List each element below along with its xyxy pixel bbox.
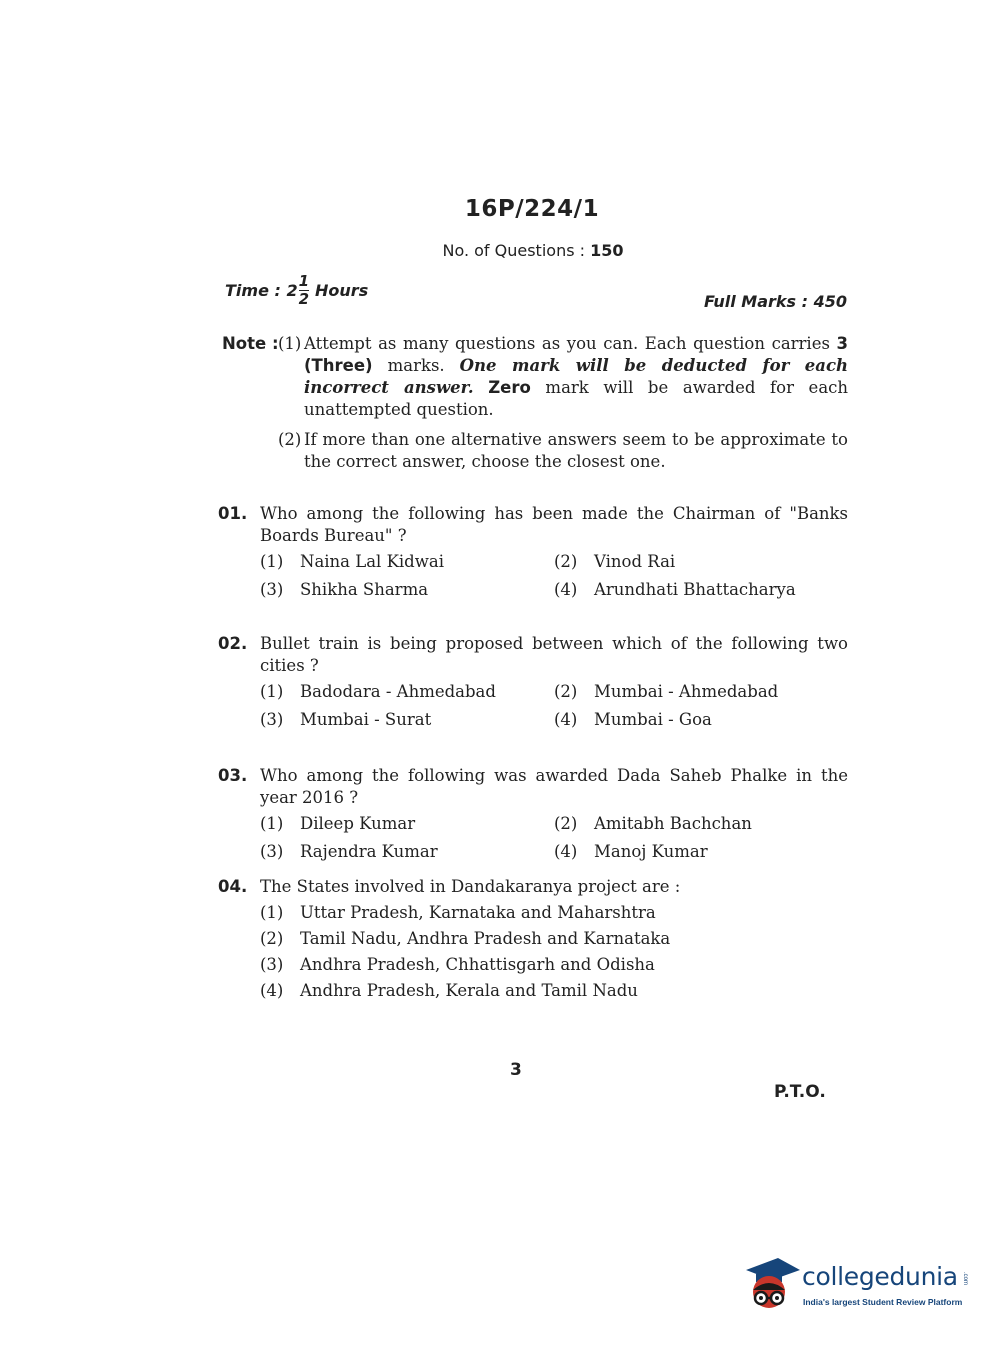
option-text: Manoj Kumar xyxy=(594,842,708,861)
option xyxy=(260,841,554,863)
question-number: 04. xyxy=(218,877,248,896)
time-unit: Hours xyxy=(315,281,369,300)
page-number: 3 xyxy=(510,1060,522,1080)
option xyxy=(260,928,848,950)
option xyxy=(554,841,848,863)
option-text: Uttar Pradesh, Karnataka and Maharshtra xyxy=(300,903,656,922)
question-text: Bullet train is being proposed between which of the following two cities ? xyxy=(260,634,848,675)
pto-label: P.T.O. xyxy=(774,1082,826,1102)
option-number: (1) xyxy=(260,682,284,701)
note-negative-marking: One mark will be deducted for each incorrect answer. xyxy=(304,356,849,397)
option xyxy=(260,551,554,573)
mascot-icon xyxy=(742,1256,800,1318)
full-marks: Full Marks : 450 xyxy=(703,292,847,311)
logo-tagline: India's largest Student Review Platform xyxy=(803,1297,963,1307)
time-label: Time : 2 xyxy=(225,281,298,300)
option-number: (2) xyxy=(554,814,578,833)
option-text: Amitabh Bachchan xyxy=(594,814,752,833)
question-number: 01. xyxy=(218,504,248,523)
questions-label: No. of Questions : xyxy=(442,241,586,260)
note-item xyxy=(222,429,848,473)
option-number: (4) xyxy=(554,710,578,729)
option-text: Andhra Pradesh, Chhattisgarh and Odisha xyxy=(300,955,655,974)
collegedunia-logo[interactable] xyxy=(742,1252,972,1322)
question-number: 03. xyxy=(218,766,248,785)
option-text: Shikha Sharma xyxy=(300,580,429,599)
option xyxy=(554,813,848,835)
note-text: marks. xyxy=(372,356,460,375)
option xyxy=(554,681,848,703)
question-text: The States involved in Dandakaranya project are : xyxy=(260,877,681,896)
note-text: If more than one alternative answers seem to be approximate to the correct answer, choose the closest one. xyxy=(304,430,848,471)
question-text: Who among the following was awarded Dada Saheb Phalke in the year 2016 ? xyxy=(260,766,848,807)
option-text: Dileep Kumar xyxy=(300,814,416,833)
option-text: Mumbai - Ahmedabad xyxy=(594,682,779,701)
option xyxy=(260,902,848,924)
option-number: (3) xyxy=(260,842,284,861)
option xyxy=(260,579,554,601)
option-list xyxy=(218,551,848,601)
note-emphasis: 3 (Three) xyxy=(304,334,848,375)
option xyxy=(554,579,848,601)
option xyxy=(260,681,554,703)
option-number: (3) xyxy=(260,955,284,974)
option-list xyxy=(218,813,848,863)
note-emphasis: Zero xyxy=(488,378,531,397)
logo-wordmark: collegedunia xyxy=(802,1262,958,1291)
option-text: Andhra Pradesh, Kerala and Tamil Nadu xyxy=(300,981,638,1000)
option xyxy=(554,551,848,573)
option-number: (1) xyxy=(260,552,284,571)
option-number: (3) xyxy=(260,580,284,599)
option-text: Vinod Rai xyxy=(594,552,676,571)
option-text: Tamil Nadu, Andhra Pradesh and Karnataka xyxy=(300,929,671,948)
option-list xyxy=(218,681,848,731)
option-text: Mumbai - Surat xyxy=(300,710,432,729)
questions-count-line xyxy=(0,241,1001,260)
option-number: (1) xyxy=(260,814,284,833)
option-number: (4) xyxy=(554,580,578,599)
question-4 xyxy=(218,876,848,1002)
note-text xyxy=(474,378,489,397)
note-text: mark will be awarded for each unattempted question. xyxy=(304,378,849,419)
option xyxy=(260,813,554,835)
paper-code: 16P/224/1 xyxy=(464,196,600,222)
option xyxy=(554,709,848,731)
option xyxy=(260,954,848,976)
time-fraction xyxy=(299,274,309,307)
option-text: Arundhati Bhattacharya xyxy=(594,580,796,599)
option xyxy=(260,980,848,1002)
option-text: Mumbai - Goa xyxy=(594,710,712,729)
note-label: Note : xyxy=(222,334,279,353)
option-number: (1) xyxy=(260,903,284,922)
time-allowed xyxy=(225,274,368,307)
option-text: Naina Lal Kidwai xyxy=(300,552,444,571)
question-3 xyxy=(218,765,848,863)
time-fraction-numerator: 1 xyxy=(298,272,310,290)
note-item-number: (2) xyxy=(278,430,302,449)
option-number: (2) xyxy=(554,552,578,571)
option-text: Badodara - Ahmedabad xyxy=(300,682,496,701)
note-item-number: (1) xyxy=(278,334,302,353)
option-number: (2) xyxy=(260,929,284,948)
question-number: 02. xyxy=(218,634,248,653)
option-number: (2) xyxy=(554,682,578,701)
option-number: (3) xyxy=(260,710,284,729)
note-item xyxy=(222,333,848,421)
instructions-note xyxy=(222,333,848,473)
time-fraction-denominator: 2 xyxy=(298,290,310,308)
logo-domain-suffix: .com xyxy=(962,1272,968,1286)
question-1 xyxy=(218,503,848,601)
question-text: Who among the following has been made the Chairman of "Banks Boards Bureau" ? xyxy=(260,504,848,545)
option-text: Rajendra Kumar xyxy=(300,842,438,861)
questions-count: 150 xyxy=(590,241,624,260)
option-list xyxy=(218,902,848,1002)
option-number: (4) xyxy=(260,981,284,1000)
question-2 xyxy=(218,633,848,731)
option-number: (4) xyxy=(554,842,578,861)
note-text: Attempt as many questions as you can. Each question carries xyxy=(304,334,837,353)
option xyxy=(260,709,554,731)
